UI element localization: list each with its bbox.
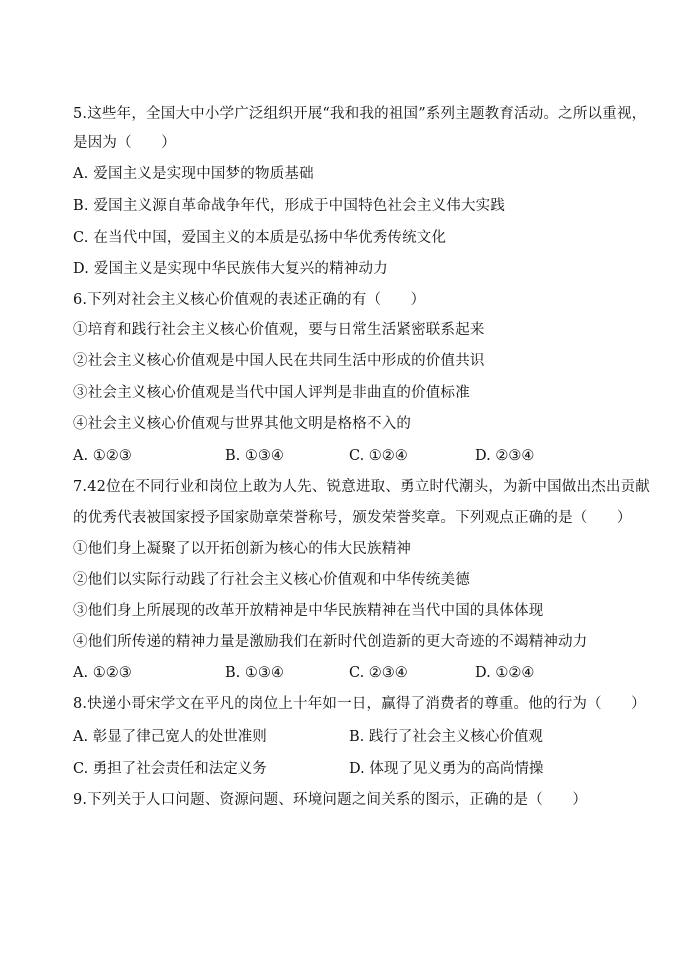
q7-statement-1: ①他们身上凝聚了以开拓创新为核心的伟大民族精神 (73, 541, 412, 557)
q5-option-d: D. 爱国主义是实现中华民族伟大复兴的精神动力 (73, 261, 388, 277)
q7-option-d: D. ①②④ (475, 665, 535, 681)
q5-option-b: B. 爱国主义源自革命战争年代，形成于中国特色社会主义伟大实践 (73, 198, 506, 214)
q8-option-a: A. 彰显了律己宽人的处世准则 (73, 729, 267, 745)
q6-option-c: C. ①②④ (349, 448, 408, 464)
q6-statement-1: ①培育和践行社会主义核心价值观，要与日常生活紧密联系起来 (73, 322, 485, 338)
q8-option-d: D. 体现了见义勇为的高尚情操 (349, 761, 544, 777)
q7-statement-4: ④他们所传递的精神力量是激励我们在新时代创造新的更大奇迹的不竭精神动力 (73, 634, 588, 650)
q6-statement-4: ④社会主义核心价值观与世界其他文明是格格不入的 (73, 416, 412, 432)
q7-stem-line1: 7.42位在不同行业和岗位上敢为人先、锐意进取、勇立时代潮头，为新中国做出杰出贡献 (73, 479, 650, 495)
q5-stem-line2: 是因为（ ） (73, 135, 176, 151)
q6-option-a: A. ①②③ (73, 448, 132, 464)
q5-option-c: C. 在当代中国，爱国主义的本质是弘扬中华优秀传统文化 (73, 230, 447, 246)
q7-statement-2: ②他们以实际行动践了行社会主义核心价值观和中华传统美德 (73, 572, 470, 588)
q6-option-d: D. ②③④ (475, 448, 535, 464)
q6-statement-3: ③社会主义核心价值观是当代中国人评判是非曲直的价值标准 (73, 385, 470, 401)
q7-option-b: B. ①③④ (225, 665, 284, 681)
q5-option-a: A. 爱国主义是实现中国梦的物质基础 (73, 166, 314, 182)
q7-statement-3: ③他们身上所展现的改革开放精神是中华民族精神在当代中国的具体体现 (73, 603, 544, 619)
q6-option-b: B. ①③④ (225, 448, 284, 464)
q6-statement-2: ②社会主义核心价值观是中国人民在共同生活中形成的价值共识 (73, 353, 485, 369)
q8-option-c: C. 勇担了社会责任和法定义务 (73, 761, 267, 777)
q7-option-c: C. ②③④ (349, 665, 408, 681)
q7-option-a: A. ①②③ (73, 665, 132, 681)
q5-stem-line1: 5.这些年，全国大中小学广泛组织开展“我和我的祖国”系列主题教育活动。之所以重视， (73, 106, 647, 122)
q7-stem-line2: 的优秀代表被国家授予国家勋章荣誉称号，颁发荣誉奖章。下列观点正确的是（ ） (73, 510, 632, 526)
q9-stem: 9.下列关于人口问题、资源问题、环境问题之间关系的图示，正确的是（ ） (73, 792, 588, 808)
q6-stem: 6.下列对社会主义核心价值观的表述正确的有（ ） (73, 292, 426, 308)
q8-stem: 8.快递小哥宋学文在平凡的岗位上十年如一日，赢得了消费者的尊重。他的行为（ ） (73, 696, 646, 712)
q8-option-b: B. 践行了社会主义核心价值观 (349, 729, 543, 745)
